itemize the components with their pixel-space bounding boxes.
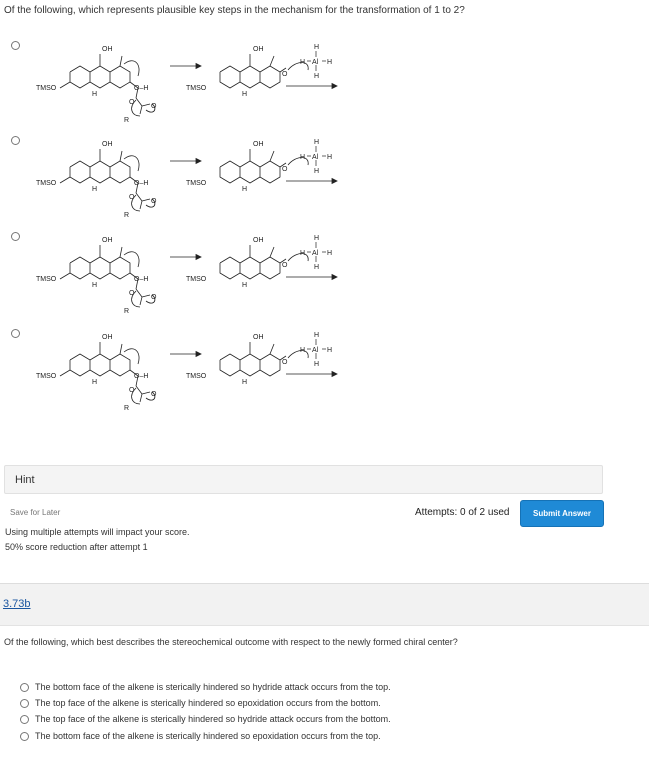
tmso-label: TMSO bbox=[36, 85, 57, 92]
h-label: H bbox=[327, 347, 333, 354]
answer-option-a[interactable] bbox=[0, 24, 420, 124]
hint-bar[interactable] bbox=[4, 465, 603, 494]
h-label: H bbox=[92, 282, 98, 289]
choice-3[interactable] bbox=[20, 714, 391, 724]
h-label: H bbox=[92, 186, 98, 193]
h-label: H bbox=[242, 282, 248, 289]
oh-label: OH bbox=[253, 334, 264, 341]
answer-option-b[interactable] bbox=[0, 119, 420, 219]
oh-label: OH bbox=[253, 237, 264, 244]
h-label: H bbox=[314, 235, 320, 242]
oh-ester-label: O–H bbox=[134, 373, 149, 380]
score-reduction-note: 50% score reduction after attempt 1 bbox=[5, 542, 148, 552]
attempt-warning: Using multiple attempts will impact your score. bbox=[5, 527, 190, 537]
hint-label[interactable]: Hint bbox=[15, 474, 35, 486]
question-2-header bbox=[0, 584, 649, 626]
choice-2[interactable] bbox=[20, 698, 381, 708]
answer-option-c[interactable] bbox=[0, 215, 420, 315]
question-number-link[interactable]: 3.73b bbox=[3, 598, 31, 610]
radio-button[interactable] bbox=[20, 732, 29, 741]
al-label: Al bbox=[312, 250, 319, 257]
h-label: H bbox=[300, 154, 306, 161]
radio-button[interactable] bbox=[20, 683, 29, 692]
tmso-label: TMSO bbox=[36, 373, 57, 380]
radio-button[interactable] bbox=[11, 136, 20, 145]
reaction-scheme bbox=[30, 215, 360, 315]
h-label: H bbox=[92, 379, 98, 386]
radio-button[interactable] bbox=[11, 41, 20, 50]
choice-label: The top face of the alkene is sterically hindered so hydride attack occurs from the bottom. bbox=[35, 714, 391, 724]
h-label: H bbox=[314, 361, 320, 368]
o-label: O bbox=[151, 391, 157, 398]
choice-label: The top face of the alkene is sterically hindered so epoxidation occurs from the bottom. bbox=[35, 698, 381, 708]
o-label: O bbox=[151, 294, 157, 301]
o-label: O bbox=[129, 99, 135, 106]
h-label: H bbox=[314, 44, 320, 51]
h-label: H bbox=[242, 91, 248, 98]
al-label: Al bbox=[312, 59, 319, 66]
choice-1[interactable] bbox=[20, 682, 391, 692]
h-label: H bbox=[242, 186, 248, 193]
radio-button[interactable] bbox=[20, 715, 29, 724]
o-label: O bbox=[151, 103, 157, 110]
reaction-scheme bbox=[30, 119, 360, 219]
al-label: Al bbox=[312, 347, 319, 354]
tmso-label: TMSO bbox=[36, 276, 57, 283]
oh-label: OH bbox=[102, 334, 113, 341]
radio-button[interactable] bbox=[20, 699, 29, 708]
h-label: H bbox=[314, 139, 320, 146]
reaction-scheme bbox=[30, 312, 360, 412]
h-label: H bbox=[327, 154, 333, 161]
choice-4[interactable] bbox=[20, 731, 381, 741]
submit-answer-button[interactable]: Submit Answer bbox=[520, 500, 604, 527]
reaction-scheme bbox=[30, 24, 360, 124]
tmso-label: TMSO bbox=[186, 180, 207, 187]
oh-label: OH bbox=[253, 46, 264, 53]
oh-label: OH bbox=[102, 46, 113, 53]
al-label: Al bbox=[312, 154, 319, 161]
r-label: R bbox=[124, 212, 130, 219]
o-label: O bbox=[151, 198, 157, 205]
oh-label: OH bbox=[253, 141, 264, 148]
h-label: H bbox=[314, 264, 320, 271]
question-2-text: Of the following, which best describes the stereochemical outcome with respect to the newly formed chiral center? bbox=[4, 637, 458, 647]
o-label: O bbox=[282, 166, 288, 173]
oh-label: OH bbox=[102, 237, 113, 244]
r-label: R bbox=[124, 405, 130, 412]
choice-label: The bottom face of the alkene is sterically hindered so hydride attack occurs from the top. bbox=[35, 682, 391, 692]
tmso-label: TMSO bbox=[36, 180, 57, 187]
oh-label: OH bbox=[102, 141, 113, 148]
h-label: H bbox=[314, 332, 320, 339]
o-label: O bbox=[129, 387, 135, 394]
tmso-label: TMSO bbox=[186, 373, 207, 380]
h-label: H bbox=[314, 168, 320, 175]
h-label: H bbox=[300, 59, 306, 66]
question-1-text: Of the following, which represents plausible key steps in the mechanism for the transformation of 1 to 2? bbox=[4, 5, 465, 16]
answer-option-d[interactable] bbox=[0, 312, 420, 412]
r-label: R bbox=[124, 308, 130, 315]
h-label: H bbox=[327, 250, 333, 257]
o-label: O bbox=[282, 262, 288, 269]
oh-ester-label: O–H bbox=[134, 180, 149, 187]
o-label: O bbox=[282, 71, 288, 78]
h-label: H bbox=[242, 379, 248, 386]
oh-ester-label: O–H bbox=[134, 85, 149, 92]
radio-button[interactable] bbox=[11, 232, 20, 241]
tmso-label: TMSO bbox=[186, 85, 207, 92]
attempts-counter: Attempts: 0 of 2 used bbox=[415, 507, 510, 518]
h-label: H bbox=[327, 59, 333, 66]
oh-ester-label: O–H bbox=[134, 276, 149, 283]
h-label: H bbox=[92, 91, 98, 98]
o-label: O bbox=[282, 359, 288, 366]
r-label: R bbox=[124, 117, 130, 124]
h-label: H bbox=[300, 347, 306, 354]
radio-button[interactable] bbox=[11, 329, 20, 338]
choice-label: The bottom face of the alkene is sterically hindered so epoxidation occurs from the top. bbox=[35, 731, 381, 741]
tmso-label: TMSO bbox=[186, 276, 207, 283]
o-label: O bbox=[129, 194, 135, 201]
h-label: H bbox=[300, 250, 306, 257]
o-label: O bbox=[129, 290, 135, 297]
h-label: H bbox=[314, 73, 320, 80]
save-for-later-link[interactable]: Save for Later bbox=[10, 508, 61, 517]
